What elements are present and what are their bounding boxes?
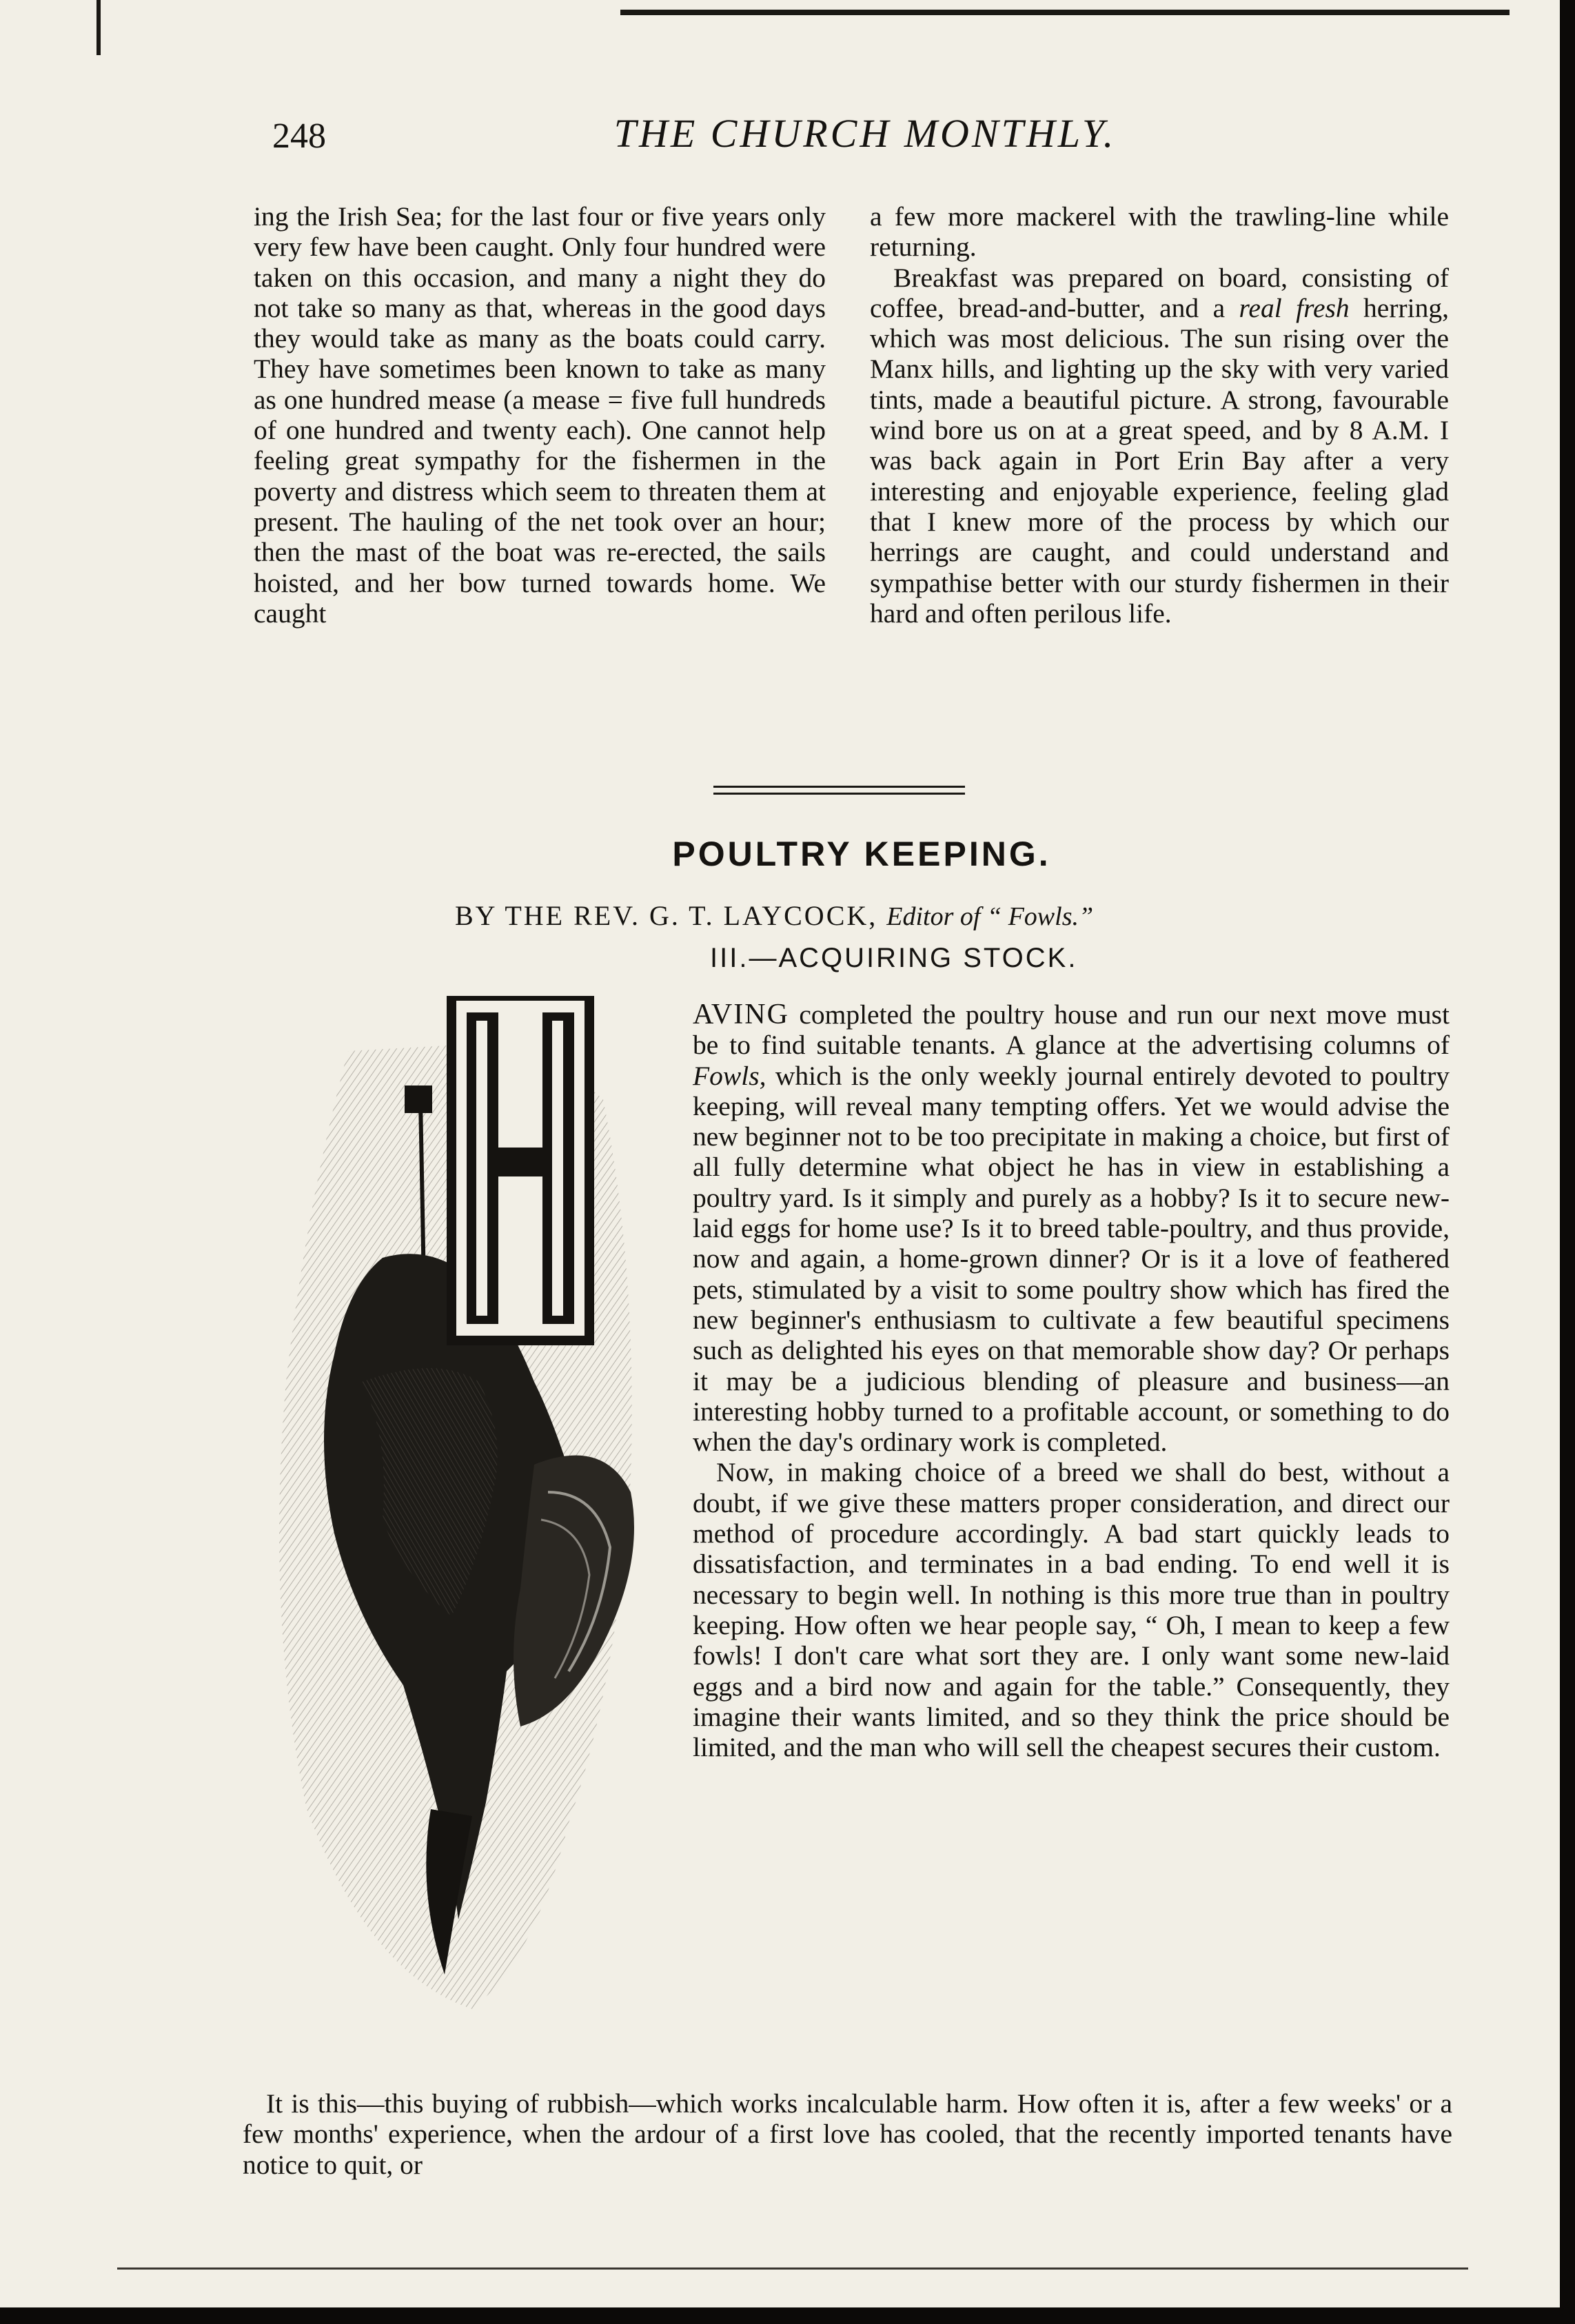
- italic-title-fowls: Fowls,: [693, 1060, 766, 1091]
- article-body-wrapped: [693, 999, 1450, 1762]
- italic-phrase: real fresh: [1239, 292, 1350, 323]
- bottom-rule: [117, 2267, 1468, 2270]
- section-divider: [713, 786, 965, 788]
- article-subtitle: III.—ACQUIRING STOCK.: [710, 943, 1078, 973]
- article-paragraph: Now, in making choice of a breed we shall do best, without a doubt, if we give these matters proper consideration, and direct our method of procedure accordingly. A bad start quickly leads to dissatisfaction, and terminates in a bad ending. To end well it is necessary to begin well. In nothing is this more true than in poultry keeping. How often we hear people say, “ Oh, I mean to keep a few fowls! I don't care what sort they are. I only want some new-laid eggs and a bird now and again for the table.” Consequently, they imagine their wants limited, and so they think the price should be limited, and the man who will sell the cheapest secures their custom.: [693, 1457, 1450, 1763]
- article-body-full: [243, 2088, 1452, 2180]
- hanging-fowl-illustration: [245, 996, 696, 2112]
- top-rule: [620, 10, 1510, 15]
- continued-left-column: [254, 201, 826, 629]
- continued-right-column: [870, 201, 1449, 629]
- article-paragraph: AVING completed the poultry house and run our next move must be to find suitable tenants. A glance at the advertising columns of Fowls, which is the only weekly journal entirely devoted to poultry keeping, will reveal many tempting offers. Yet we would advise the new beginner not to be too precipitate in making a choice, but first of all fully determine what object he has in view in establishing a poultry yard. Is it simply and purely as a hobby? Is it to secure new-laid eggs for home use? Is it to breed table-poultry, and thus provide, now and again, a home-grown dinner? Or is it a love of feathered pets, stimulated by a visit to some poultry show which has fired the new beginner's enthusiasm to cultivate a few beautiful specimens such as delighted his eyes on that memorable show day? Or perhaps it may be a judicious blending of pleasure and business—an interesting hobby turned to a profitable account, or something to do when the day's ordinary work is completed.: [693, 999, 1450, 1458]
- drop-cap: [451, 996, 589, 1341]
- byline: BY THE REV. G. T. LAYCOCK, Editor of “ Fowls.”: [455, 900, 1094, 931]
- page-edge-left: [96, 0, 101, 55]
- continued-paragraph: a few more mackerel with the trawling-line while returning.: [870, 201, 1449, 263]
- page-number: 248: [272, 116, 326, 156]
- drop-cap-lead: AVING: [693, 999, 789, 1030]
- section-divider: [713, 793, 965, 795]
- continued-paragraph: Breakfast was prepared on board, consisting of coffee, bread-and-butter, and a real fresh herring, which was most delicious. The sun rising over the Manx hills, and lighting up the sky with very varied tints, made a beautiful picture. A strong, favourable wind bore us on at a great speed, and by 8 A.M. I was back again in Port Erin Bay after a very interesting and enjoyable experience, feeling glad that I knew more of the process by which our herrings are caught, and could understand and sympathise better with our sturdy fishermen in their hard and often perilous life.: [870, 262, 1449, 629]
- page-edge-right: [1560, 0, 1575, 2324]
- article-paragraph: It is this—this buying of rubbish—which works incalculable harm. How often it is, after a few weeks' or a few months' experience, when the ardour of a first love has cooled, that the recently imported tenants have notice to quit, or: [243, 2088, 1452, 2180]
- journal-title: THE CHURCH MONTHLY.: [613, 111, 1117, 156]
- byline-editor: Editor of “ Fowls.”: [886, 902, 1094, 931]
- page-edge-bottom: [0, 2307, 1575, 2324]
- article-title: POULTRY KEEPING.: [672, 835, 1051, 873]
- running-head: [272, 110, 1458, 165]
- continued-paragraph: ing the Irish Sea; for the last four or five years only very few have been caught. Only four hundred were taken on this occasion, and many a night they do not take so many as that, whereas in the good days they would take as many as the boats could carry. They have sometimes been known to take as many as one hundred mease (a mease = five full hundreds of one hundred and twenty each). One cannot help feeling great sympathy for the fishermen in the poverty and distress which seem to threaten them at present. The hauling of the net took over an hour; then the mast of the boat was re-erected, the sails hoisted, and her bow turned towards home. We caught: [254, 201, 826, 629]
